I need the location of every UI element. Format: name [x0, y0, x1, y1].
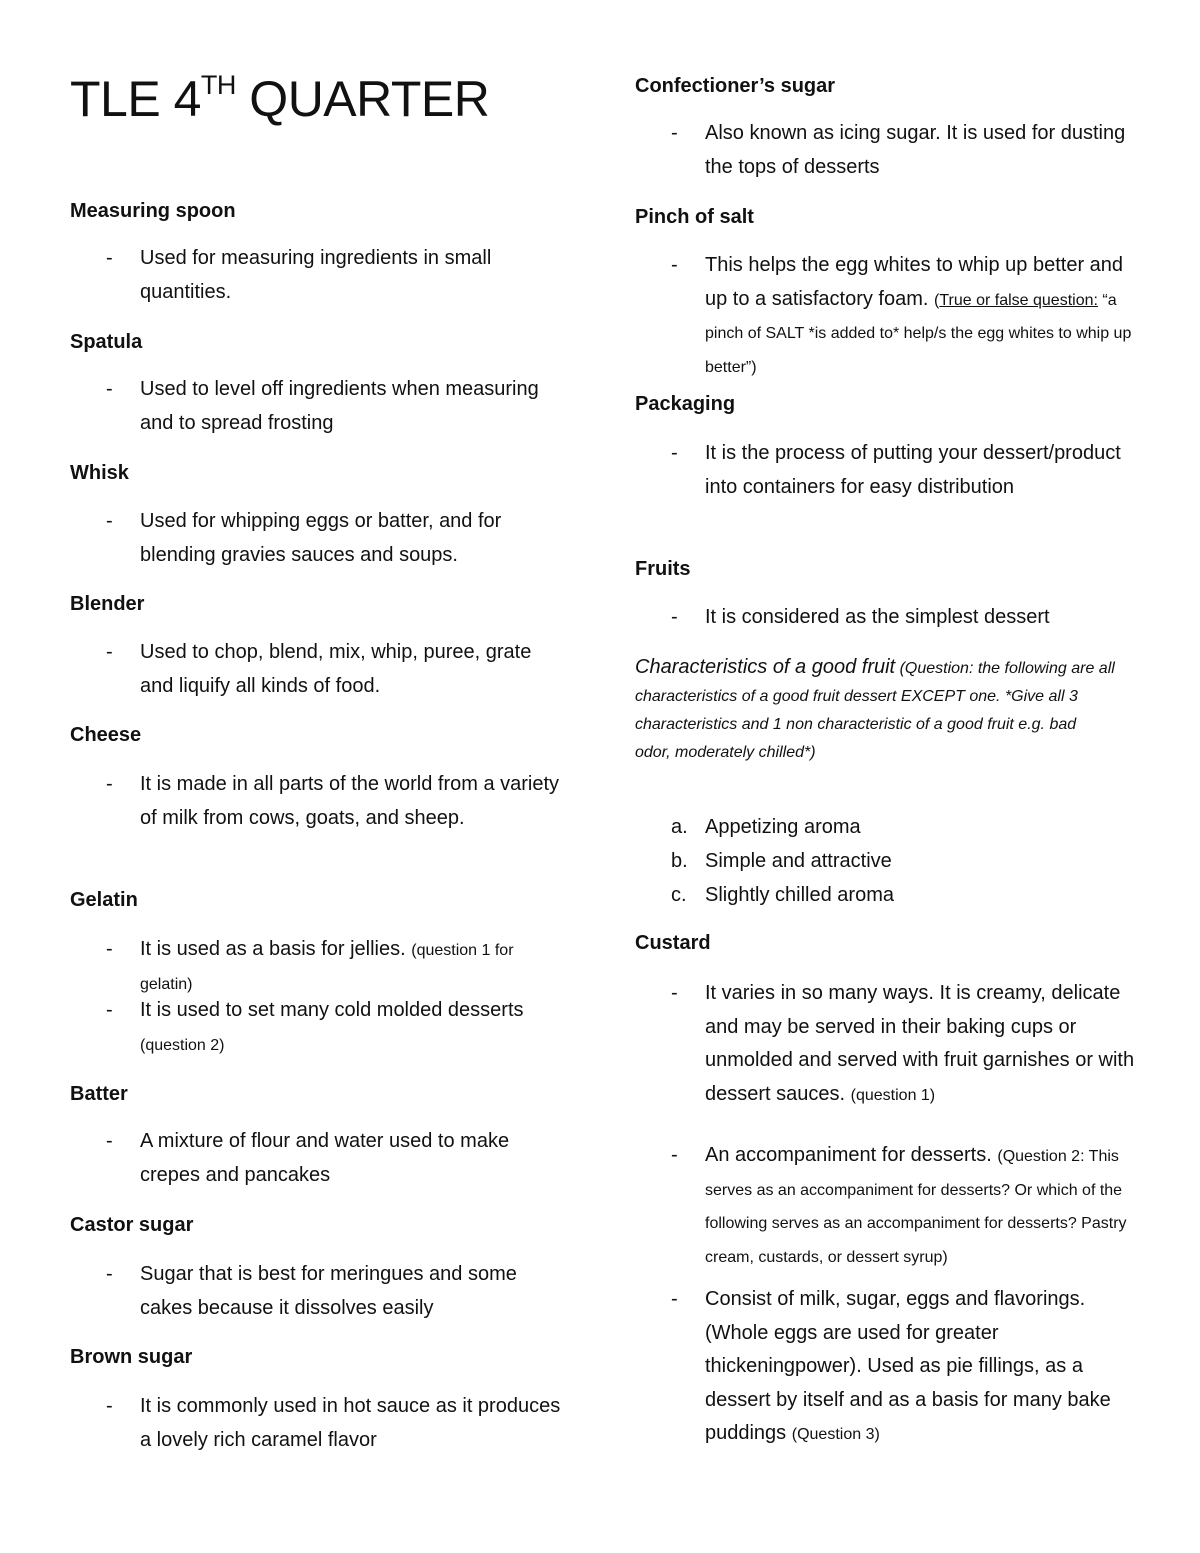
section-heading: Packaging	[635, 393, 736, 415]
list-item: - It varies in so many ways. It is creamy, delicate and may be served in their baking cups or unmolded and served with fruit garnishes or with dessert sauces. (question 1)	[671, 982, 1135, 1105]
list-item: - Sugar that is best for meringues and some cakes because it dissolves easily	[106, 1263, 517, 1319]
section-heading: Gelatin	[70, 889, 138, 911]
list-item: - Used to level off ingredients when measuring and to spread frosting	[106, 378, 539, 434]
section-heading: Castor sugar	[70, 1214, 194, 1236]
section-heading: Measuring spoon	[70, 200, 236, 222]
list-item: - Used for whipping eggs or batter, and for blending gravies sauces and soups.	[106, 510, 502, 566]
characteristics-paragraph: Characteristics of a good fruit (Question: the following are all characteristics of a good fruit dessert EXCEPT one. *Give all 3 characteristics and 1 non characteristic of a good fruit e.g. bad odor, moderately chilled*)	[635, 656, 1115, 761]
question-note: (Question 2: This serves as an accompaniment for desserts? Or which of the following serves as an accompaniment for desserts? Pastry cream, custards, or dessert syrup)	[705, 1148, 1127, 1266]
section-heading: Brown sugar	[70, 1346, 193, 1368]
section-heading: Confectioner’s sugar	[635, 75, 836, 97]
list-item: - It is used as a basis for jellies. (question 1 for gelatin)	[106, 938, 514, 993]
question-note: (Question 3)	[791, 1426, 880, 1443]
list-item: - Also known as icing sugar. It is used for dusting the tops of desserts	[671, 122, 1126, 178]
title-superscript: TH	[200, 70, 236, 101]
question-note: (question 2)	[140, 1036, 225, 1054]
section-heading: Batter	[70, 1083, 128, 1105]
list-item: - Consist of milk, sugar, eggs and flavorings. (Whole eggs are used for greater thickeningpower). Used as pie fillings, as a dessert by itself and as a basis for many bake puddings (Question 3)	[671, 1288, 1111, 1444]
list-item: - Used to chop, blend, mix, whip, puree, grate and liquify all kinds of food.	[106, 641, 532, 697]
section-heading: Whisk	[70, 462, 129, 484]
section-heading: Pinch of salt	[635, 206, 754, 228]
list-item-c: c. Slightly chilled aroma	[671, 884, 894, 906]
list-item-a: a. Appetizing aroma	[671, 816, 861, 838]
title-rest: QUARTER	[235, 71, 490, 127]
list-item: - It is used to set many cold molded desserts (question 2)	[106, 999, 524, 1054]
section-heading: Spatula	[70, 331, 143, 353]
page-title	[70, 72, 489, 127]
list-item: - This helps the egg whites to whip up better and up to a satisfactory foam. (True or false question: “a pinch of SALT *is added to* help/s the egg whites to whip up better”)	[671, 254, 1132, 376]
section-heading: Cheese	[70, 724, 142, 746]
list-item: - An accompaniment for desserts. (Question 2: This serves as an accompaniment for desserts? Or which of the following serves as an accompaniment for desserts? Pastry cream, custards, or dessert syrup)	[671, 1144, 1127, 1266]
question-note: (True or false question: “a pinch of SALT *is added to* help/s the egg whites to whip up better”)	[705, 291, 1132, 376]
section-heading: Fruits	[635, 558, 691, 580]
list-item: - It is the process of putting your dessert/product into containers for easy distribution	[671, 442, 1121, 498]
question-note: (question 1 for gelatin)	[140, 942, 514, 993]
list-item: - A mixture of flour and water used to make crepes and pancakes	[106, 1130, 510, 1186]
list-item: - It is considered as the simplest dessert	[671, 606, 1050, 628]
list-item-b: b. Simple and attractive	[671, 850, 892, 872]
section-heading: Blender	[70, 593, 145, 615]
list-item: - It is commonly used in hot sauce as it produces a lovely rich caramel flavor	[106, 1395, 561, 1451]
list-item: - Used for measuring ingredients in small quantities.	[106, 247, 492, 303]
question-note: (question 1)	[850, 1086, 936, 1104]
title-main: TLE 4	[70, 71, 201, 127]
list-item: - It is made in all parts of the world from a variety of milk from cows, goats, and sheep.	[106, 773, 560, 829]
section-heading: Custard	[635, 932, 711, 954]
